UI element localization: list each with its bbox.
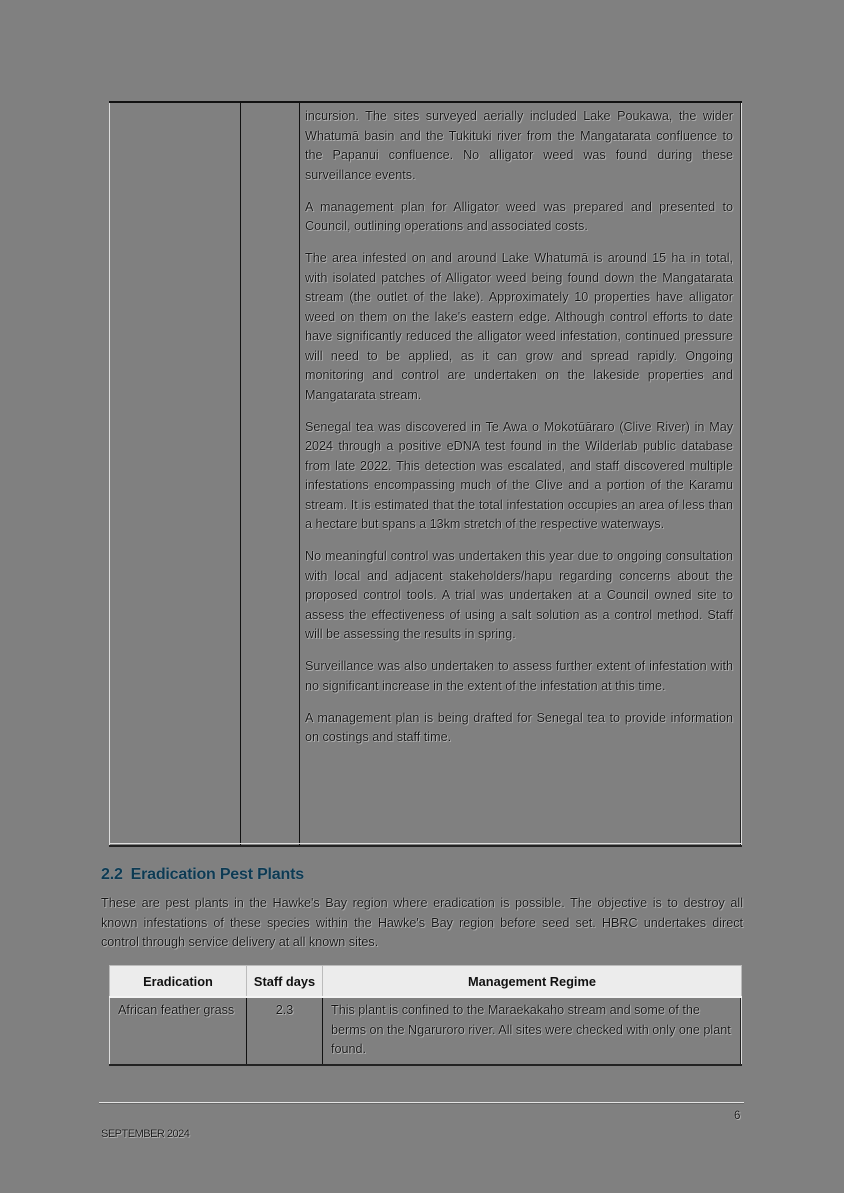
paragraph-senegal-plan: A management plan is being drafted for Senegal tea to provide information on costings and staff time. xyxy=(305,710,733,744)
page-number: 6 xyxy=(734,1110,741,1122)
eradication-table xyxy=(109,965,742,1066)
section-heading xyxy=(101,866,304,884)
paragraph-surveillance: Surveillance was also undertaken to assess further extent of infestation with no significant increase in the extent of the infestation at this time. xyxy=(305,659,733,693)
section-number: 2.2 xyxy=(101,866,123,883)
intro-paragraph: These are pest plants in the Hawke's Bay region where eradication is possible. The objective is to destroy all known infestations of these species within the Hawke's Bay region before seed set. HBRC undertakes direct control through service delivery at all known sites. xyxy=(101,896,743,949)
table-row xyxy=(110,997,742,1065)
header-staff-days: Staff days xyxy=(247,966,323,998)
continuation-table xyxy=(109,101,742,847)
staff-days-cell: 2.3 xyxy=(247,997,323,1065)
footer-divider xyxy=(99,1102,744,1104)
species-cell: African feather grass xyxy=(110,997,247,1065)
paragraph-infested-area: The area infested on and around Lake Whatumā is around 15 ha in total, with isolated patches of Alligator weed being found down the Mangatarata stream (the outlet of the lake). Approximately 10 properties have alligator weed on them on the lake's eastern edge. Although control efforts to date have significantly reduced the alligator weed infestation, continued pressure will need to be applied, as it can grow and spread rapidly. Ongoing monitoring and control are undertaken on the lakeside properties and Mangatarata stream. xyxy=(305,251,733,402)
footer-date: SEPTEMBER 2024 xyxy=(101,1128,190,1140)
paragraph-management-plan: A management plan for Alligator weed was prepared and presented to Council, outlining operations and associated costs. xyxy=(305,199,733,233)
table-divider xyxy=(109,843,742,844)
table-header-row xyxy=(110,966,742,998)
section-title: Eradication Pest Plants xyxy=(130,866,304,883)
paragraph-senegal-tea: Senegal tea was discovered in Te Awa o Mokotūāraro (Clive River) in May 2024 through a positive eDNA test found in the Wilderlab public database from late 2022. This detection was escalated, and staff discovered multiple infestations encompassing much of the Clive and a portion of the Karamu stream. It is estimated that the total infestation occupies an area of less than a hectare but spans a 13km stretch of the respective waterways. xyxy=(305,419,733,531)
header-eradication: Eradication xyxy=(110,966,247,998)
section-intro xyxy=(101,894,743,953)
paragraph-incursion: incursion. The sites surveyed aerially included Lake Poukawa, the wider Whatumā basin and the Tukituki river from the Mangatarata confluence to the Papanui confluence. No alligator weed was found during these surveillance events. xyxy=(305,109,733,182)
regime-cell: This plant is confined to the Maraekakaho stream and some of the berms on the Ngaruroro river. All sites were checked with only one plant found. xyxy=(323,997,742,1065)
staff-days-column-cell xyxy=(240,103,300,845)
paragraph-control: No meaningful control was undertaken this year due to ongoing consultation with local and adjacent stakeholders/hapu regarding concerns about the proposed control tools. A trial was undertaken at a Council owned site to assess the effectiveness of using a salt solution as a control method. Staff will be assessing the results in spring. xyxy=(305,549,733,641)
management-regime-text xyxy=(305,107,733,760)
species-column-cell xyxy=(109,103,241,845)
header-management-regime: Management Regime xyxy=(323,966,742,998)
